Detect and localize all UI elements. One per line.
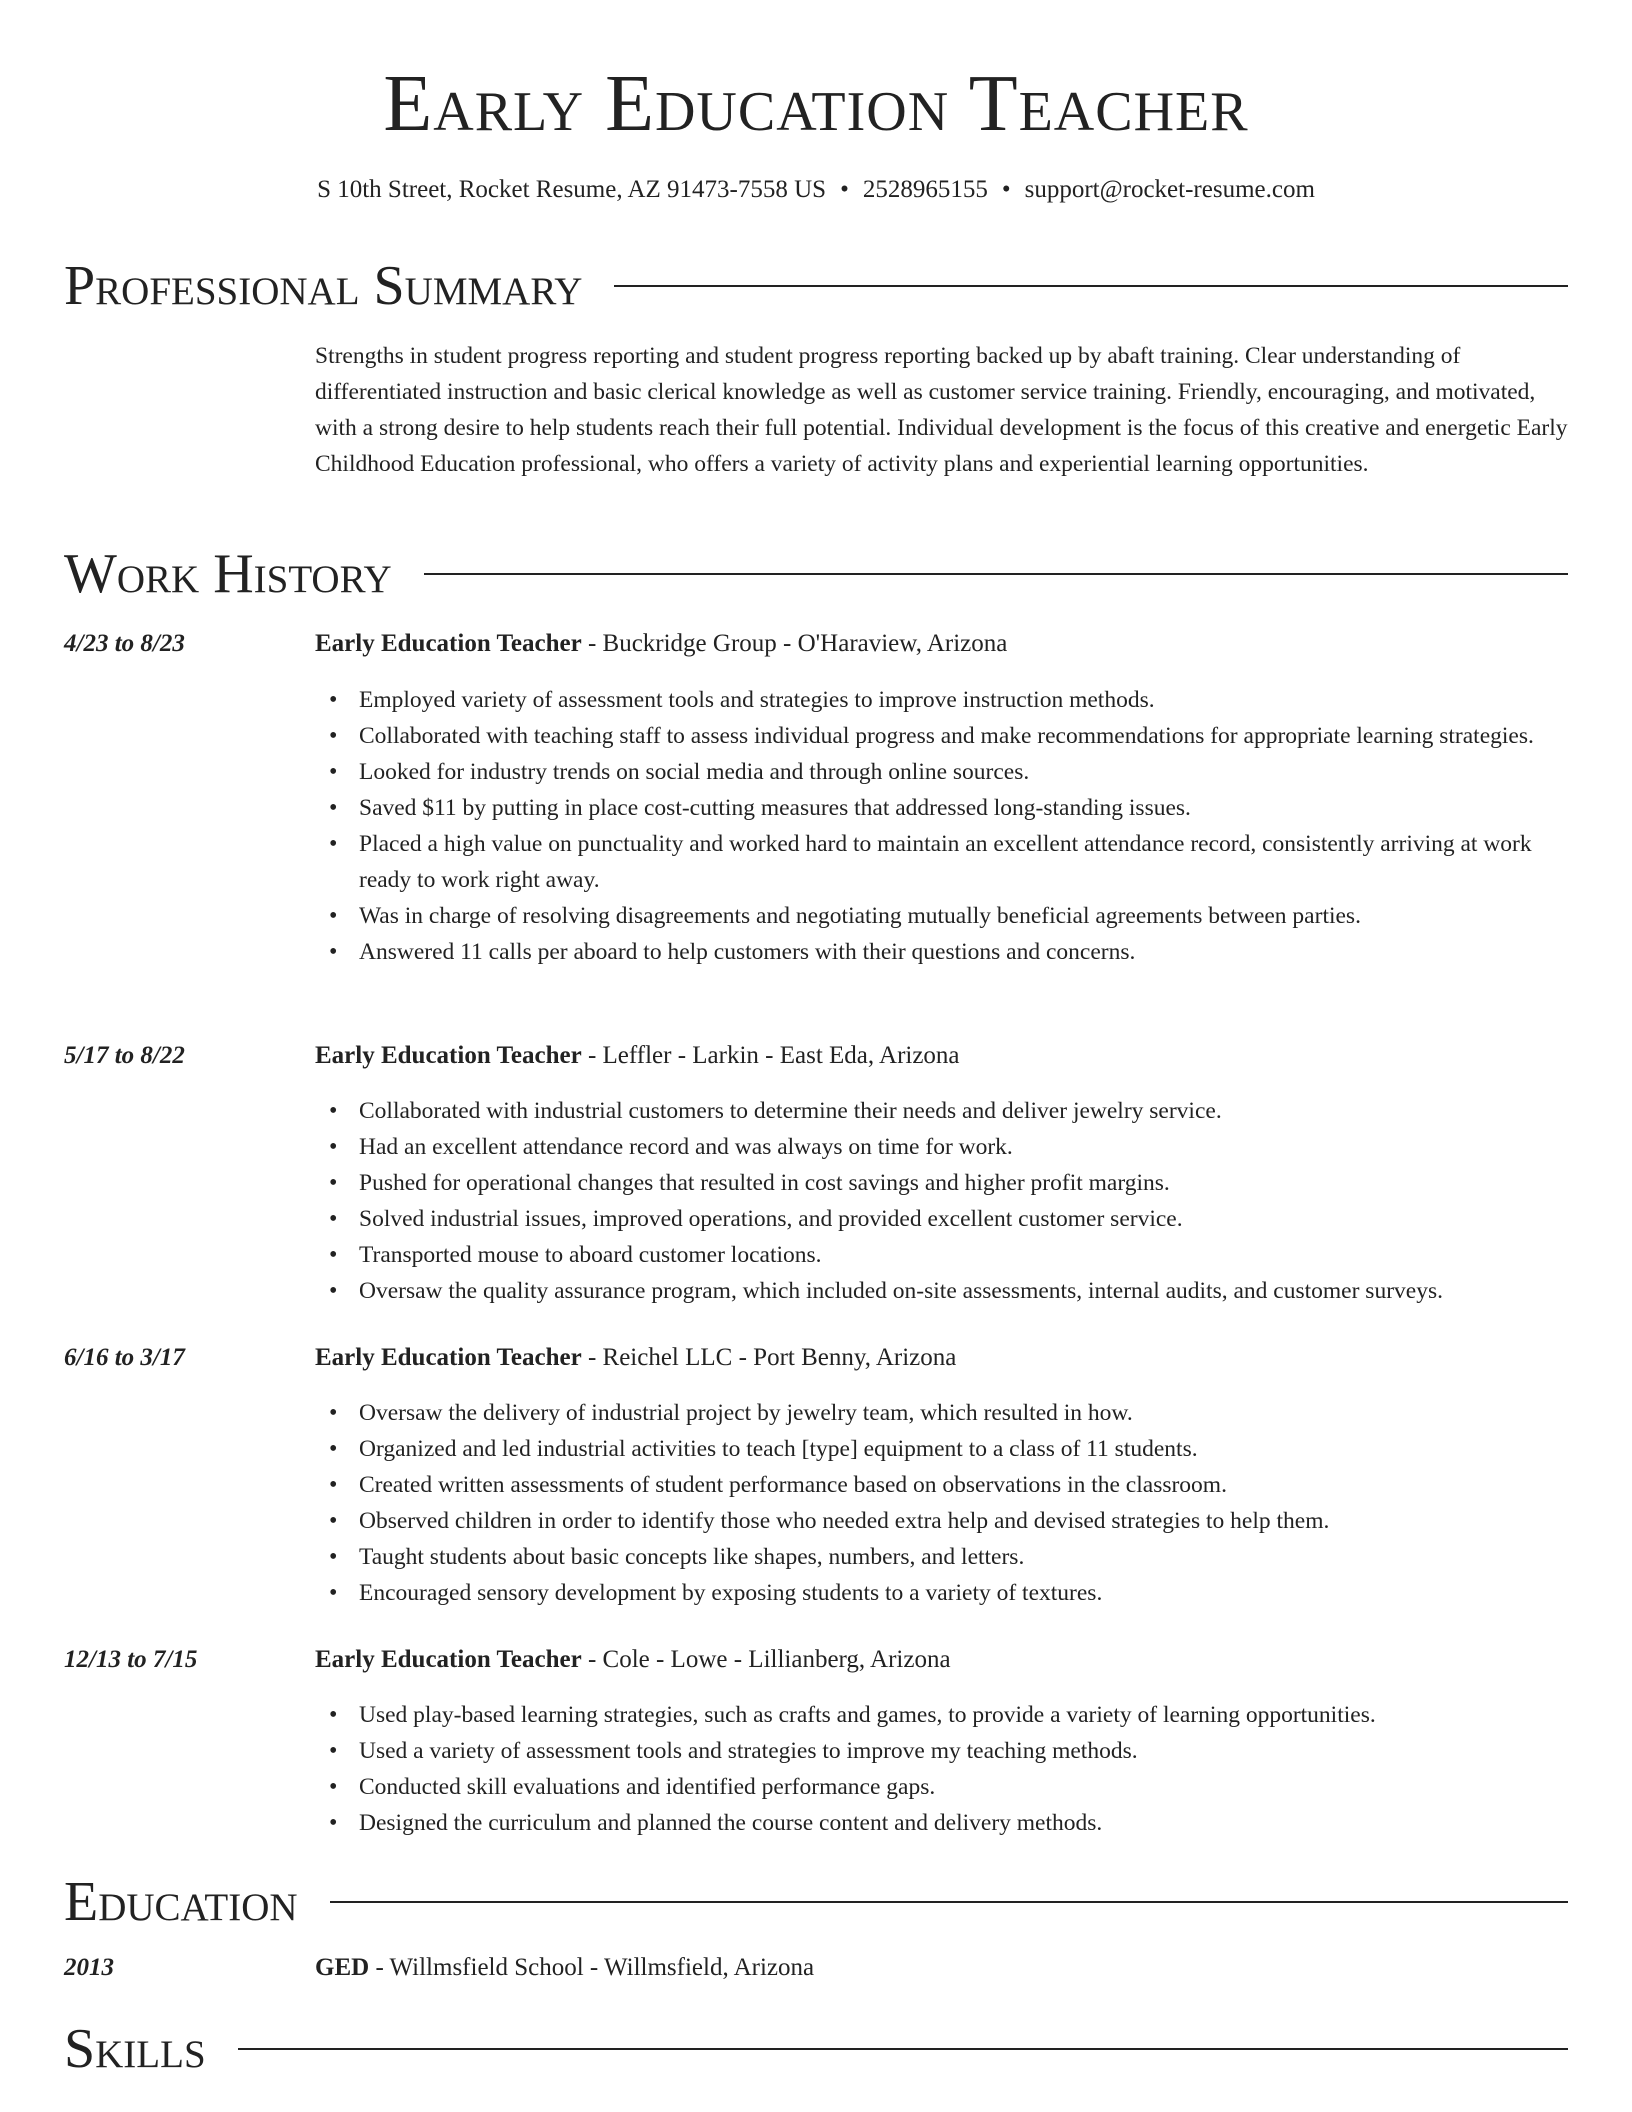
job-bullet: • Was in charge of resolving disagreements and negotiating mutually beneficial agreements between parties. xyxy=(315,898,1570,934)
job-bullet: • Taught students about basic concepts like shapes, numbers, and letters. xyxy=(315,1539,1570,1575)
section-header-education xyxy=(64,1870,1568,1934)
job-bullet: • Looked for industry trends on social media and through online sources. xyxy=(315,754,1570,790)
education-heading xyxy=(315,1951,814,1985)
contact-separator: • xyxy=(840,176,849,203)
section-header-summary xyxy=(64,254,1568,318)
section-divider xyxy=(424,573,1568,575)
job-heading xyxy=(315,1643,951,1677)
section-header-work xyxy=(64,542,1568,606)
job-heading xyxy=(315,1341,956,1375)
job-bullet: • Used a variety of assessment tools and strategies to improve my teaching methods. xyxy=(315,1733,1570,1769)
job-dates: 12/13 to 7/15 xyxy=(64,1646,198,1673)
job-bullet: • Collaborated with teaching staff to assess individual progress and make recommendations for appropriate learning strategies. xyxy=(315,718,1570,754)
section-divider xyxy=(614,285,1568,287)
resume-name: Early Education Teacher xyxy=(383,60,1249,148)
job-dates: 5/17 to 8/22 xyxy=(64,1042,185,1069)
job-details: - Leffler - Larkin - East Eda, Arizona xyxy=(581,1042,960,1069)
job-bullet: • Pushed for operational changes that resulted in cost savings and higher profit margins. xyxy=(315,1165,1570,1201)
section-title-education: Education xyxy=(64,1871,298,1933)
contact-line xyxy=(0,174,1632,206)
job-bullet: • Solved industrial issues, improved operations, and provided excellent customer service. xyxy=(315,1201,1570,1237)
job-bullet: • Transported mouse to aboard customer locations. xyxy=(315,1237,1570,1273)
job-bullet: • Had an excellent attendance record and was always on time for work. xyxy=(315,1129,1570,1165)
job-heading xyxy=(315,627,1007,661)
section-divider xyxy=(330,1901,1568,1903)
contact-phone: 2528965155 xyxy=(862,176,988,203)
section-title-work: Work History xyxy=(64,543,392,605)
job-details: - Buckridge Group - O'Haraview, Arizona xyxy=(581,630,1008,657)
contact-address: S 10th Street, Rocket Resume, AZ 91473-7558 US xyxy=(317,176,827,203)
job-details: - Cole - Lowe - Lillianberg, Arizona xyxy=(581,1646,951,1673)
education-degree: GED xyxy=(315,1954,370,1981)
job-bullet: • Observed children in order to identify those who needed extra help and devised strategies to help them. xyxy=(315,1503,1570,1539)
section-title-skills: Skills xyxy=(64,2018,206,2080)
job-bullet: • Created written assessments of student performance based on observations in the classroom. xyxy=(315,1467,1570,1503)
job-bullet: • Collaborated with industrial customers to determine their needs and deliver jewelry service. xyxy=(315,1093,1570,1129)
job-title: Early Education Teacher xyxy=(315,1042,582,1069)
job-bullet: • Designed the curriculum and planned the course content and delivery methods. xyxy=(315,1805,1570,1841)
job-bullet: • Used play-based learning strategies, such as crafts and games, to provide a variety of learning opportunities. xyxy=(315,1697,1570,1733)
job-bullet: • Oversaw the quality assurance program, which included on-site assessments, internal audits, and customer surveys. xyxy=(315,1273,1570,1309)
education-details: - Willmsfield School - Willmsfield, Arizona xyxy=(369,1954,815,1981)
job-title: Early Education Teacher xyxy=(315,1646,582,1673)
job-bullet: • Organized and led industrial activities to teach [type] equipment to a class of 11 students. xyxy=(315,1431,1570,1467)
job-bullets xyxy=(315,1697,1570,1841)
job-bullet: • Encouraged sensory development by exposing students to a variety of textures. xyxy=(315,1575,1570,1611)
job-bullet: • Employed variety of assessment tools and strategies to improve instruction methods. xyxy=(315,682,1570,718)
job-bullet: • Saved $11 by putting in place cost-cutting measures that addressed long-standing issues. xyxy=(315,790,1570,826)
job-bullet: • Oversaw the delivery of industrial project by jewelry team, which resulted in how. xyxy=(315,1395,1570,1431)
job-bullet: • Answered 11 calls per aboard to help customers with their questions and concerns. xyxy=(315,934,1570,970)
job-dates: 6/16 to 3/17 xyxy=(64,1344,185,1371)
job-bullets xyxy=(315,1093,1570,1309)
job-bullets xyxy=(315,1395,1570,1611)
section-header-skills xyxy=(64,2017,1568,2081)
summary-text: Strengths in student progress reporting and student progress reporting backed up by abaft training. Clear understanding of differentiated instruction and basic clerical knowledge as well as customer service training. Friendly, encouraging, and motivated, with a strong desire to help students reach their full potential. Individual development is the focus of this creative and energetic Early Childhood Education professional, who offers a variety of activity plans and experiential learning opportunities. xyxy=(315,343,1568,477)
contact-separator: • xyxy=(1001,176,1011,203)
job-bullets xyxy=(315,682,1570,970)
job-bullet: • Placed a high value on punctuality and worked hard to maintain an excellent attendance record, consistently arriving at work ready to work right away. xyxy=(315,826,1570,898)
contact-email: support@rocket-resume.com xyxy=(1024,176,1315,203)
job-heading xyxy=(315,1039,960,1073)
education-dates: 2013 xyxy=(64,1954,114,1981)
job-details: - Reichel LLC - Port Benny, Arizona xyxy=(581,1344,957,1371)
job-bullet: • Conducted skill evaluations and identified performance gaps. xyxy=(315,1769,1570,1805)
section-title-summary: Professional Summary xyxy=(64,255,583,317)
section-divider xyxy=(238,2048,1568,2050)
job-title: Early Education Teacher xyxy=(315,1344,582,1371)
job-dates: 4/23 to 8/23 xyxy=(64,630,185,657)
job-title: Early Education Teacher xyxy=(315,630,582,657)
